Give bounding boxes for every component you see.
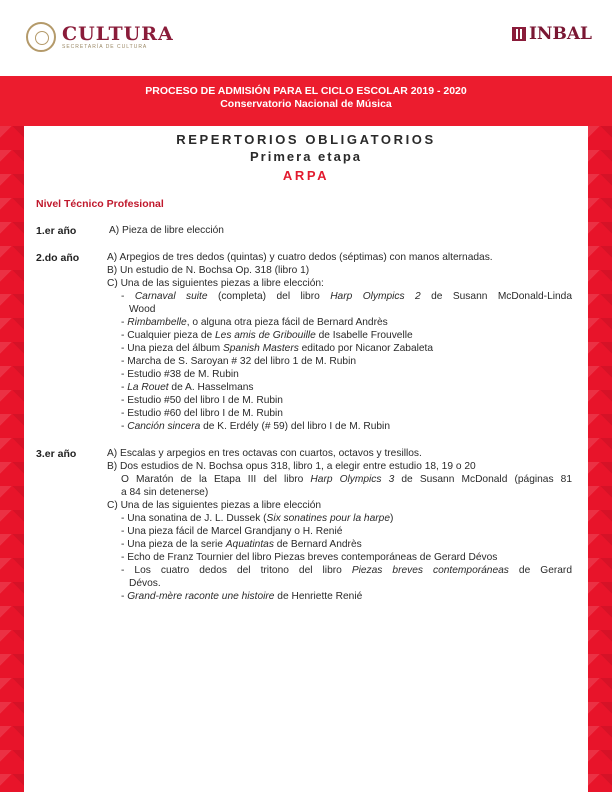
level-heading: Nivel Técnico Profesional xyxy=(36,198,164,210)
page-header xyxy=(0,0,612,76)
year2-piece-10: - Canción sincera de K. Erdély (# 59) del libro I de M. Rubin xyxy=(121,421,390,432)
year3-piece-3: - Una pieza de la serie Aquatintas de Bernard Andrès xyxy=(121,539,362,550)
year2-piece-3: - Cualquier pieza de Les amis de Gribouille de Isabelle Frouvelle xyxy=(121,330,413,341)
year3-piece-1: - Una sonatina de J. L. Dussek (Six sonatines pour la harpe) xyxy=(121,513,394,524)
year3-item-b-alt: O Maratón de la Etapa III del libro Harp Olympics 3 de Susann McDonald (páginas 81 xyxy=(121,474,572,485)
banner-title: PROCESO DE ADMISIÓN PARA EL CICLO ESCOLAR 2019 - 2020 xyxy=(145,85,467,97)
heading-instrument: ARPA xyxy=(282,168,330,183)
year3-item-c: C) Una de las siguientes piezas a libre elección xyxy=(107,500,322,511)
year1-label: 1.er año xyxy=(36,225,77,237)
cultura-name: CULTURA xyxy=(62,22,174,45)
cultura-subtitle: SECRETARÍA DE CULTURA xyxy=(62,43,148,50)
heading-repertorios: REPERTORIOS OBLIGATORIOS xyxy=(176,132,436,147)
year2-piece-2: - Rimbambelle, o alguna otra pieza fácil de Bernard Andrès xyxy=(121,317,388,328)
year2-piece-6: - Estudio #38 de M. Rubin xyxy=(121,369,239,380)
year2-label: 2.do año xyxy=(36,252,80,264)
year3-item-b: B) Dos estudios de N. Bochsa opus 318, libro 1, a elegir entre estudio 18, 19 o 20 xyxy=(107,461,476,472)
year2-piece-7: - La Rouet de A. Hasselmans xyxy=(121,382,254,393)
cultura-logo xyxy=(26,22,174,52)
year2-piece-1: - Carnaval suite (completa) del libro Harp Olympics 2 de Susann McDonald-Linda xyxy=(121,291,572,302)
year3-piece-6: - Grand-mère raconte une histoire de Henriette Renié xyxy=(121,591,363,602)
inbal-name: INBAL xyxy=(528,24,592,44)
decorative-side-left xyxy=(0,126,24,792)
building-icon xyxy=(512,27,526,41)
heading-etapa: Primera etapa xyxy=(250,149,362,164)
document-panel xyxy=(24,126,588,792)
year3-label: 3.er año xyxy=(36,448,77,460)
year2-item-b: B) Un estudio de N. Bochsa Op. 318 (libro 1) xyxy=(107,265,310,276)
year2-piece-1-cont: Wood xyxy=(129,304,156,315)
year2-item-c: C) Una de las siguientes piezas a libre elección: xyxy=(107,278,324,289)
year3-piece-5: - Los cuatro dedos del tritono del libro Piezas breves contemporáneas de Gerard xyxy=(121,565,572,576)
banner-subtitle: Conservatorio Nacional de Música xyxy=(220,98,392,110)
seal-icon xyxy=(26,22,56,52)
year2-piece-9: - Estudio #60 del libro I de M. Rubin xyxy=(121,408,283,419)
year2-piece-4: - Una pieza del álbum Spanish Masters editado por Nicanor Zabaleta xyxy=(121,343,434,354)
year2-piece-8: - Estudio #50 del libro I de M. Rubin xyxy=(121,395,283,406)
year3-item-a: A) Escalas y arpegios en tres octavas con cuartos, octavos y tresillos. xyxy=(107,448,422,459)
year3-piece-5-cont: Dévos. xyxy=(129,578,161,589)
admission-banner xyxy=(0,76,612,126)
decorative-side-right xyxy=(588,126,612,792)
inbal-logo xyxy=(512,24,592,44)
year3-piece-4: - Echo de Franz Tournier del libro Piezas breves contemporáneas de Gerard Dévos xyxy=(121,552,498,563)
year1-item-a: A) Pieza de libre elección xyxy=(109,225,224,236)
year2-item-a: A) Arpegios de tres dedos (quintas) y cuatro dedos (séptimas) con manos alternadas. xyxy=(107,252,493,263)
year3-item-b-alt-cont: a 84 sin detenerse) xyxy=(121,487,209,498)
year3-piece-2: - Una pieza fácil de Marcel Grandjany o H. Renié xyxy=(121,526,343,537)
year2-piece-5: - Marcha de S. Saroyan # 32 del libro 1 de M. Rubin xyxy=(121,356,357,367)
